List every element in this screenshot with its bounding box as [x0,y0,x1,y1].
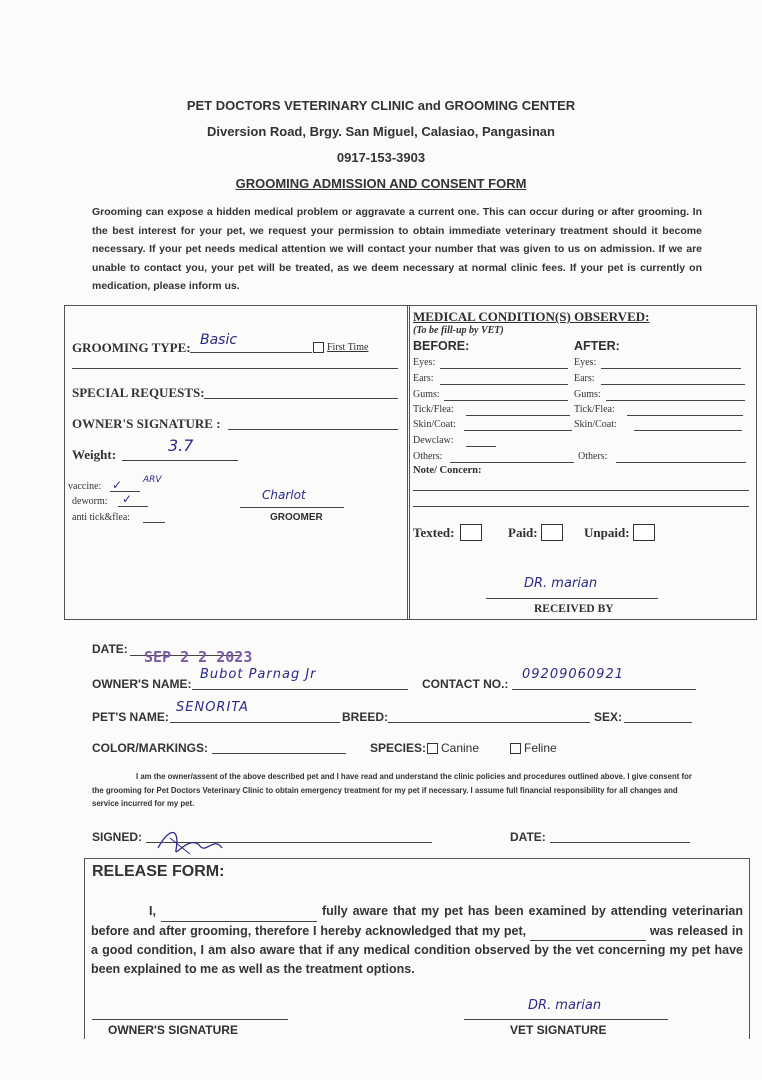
unpaid-checkbox[interactable] [633,524,655,541]
received-signature: DR. marian [524,576,598,591]
signed-label: SIGNED: [92,830,143,844]
owner-signature-scribble [150,818,230,862]
species-label: SPECIES: [370,741,427,755]
vaccine-note: ARV [143,475,162,485]
before-label: BEFORE: [413,339,470,353]
date-label: DATE: [92,642,128,656]
after-others: Others: [578,451,608,462]
owner-name-value[interactable]: Bubot Parnag Jr [200,667,317,682]
feline-label: Feline [524,741,557,755]
medical-title: MEDICAL CONDITION(S) OBSERVED: [413,309,650,324]
before-others: Others: [413,451,443,462]
texted-label: Texted: [413,525,455,540]
contact-label: CONTACT NO.: [422,677,509,691]
release-text [91,902,743,978]
release-text-part2: fully aware that my pet has been examined by attending veterinarian before and after grooming, therefore I hereby acknowledged that my pet, [91,904,744,938]
groomer-label: GROOMER [270,512,323,523]
before-tickflea: Tick/Flea: [413,404,454,415]
consent-text: I am the owner/assent of the above described pet and I have read and understand the clinic policies and procedures outlined above. I give consent for the grooming for Pet Doctors Veterinary Clinic to obtain emergency treatment for my pet if necessary. I assume full financial responsibility for all changes and service incurred for my pet. [92,772,692,808]
special-requests-label: SPECIAL REQUESTS: [72,385,205,400]
clinic-address: Diversion Road, Brgy. San Miguel, Calasiao, Pangasinan [207,124,555,139]
vet-signature-label: VET SIGNATURE [510,1023,607,1037]
release-title: RELEASE FORM: [92,863,225,880]
pet-name-label: PET'S NAME: [92,710,169,724]
canine-checkbox-icon [427,743,438,754]
after-label: AFTER: [574,339,620,353]
antitick-label: anti tick&flea: [72,512,131,523]
grooming-type-label: GROOMING TYPE: [72,340,191,355]
species-feline-option[interactable] [510,741,557,755]
breed-label: BREED: [342,710,389,724]
before-ears: Ears: [413,373,434,384]
before-gums: Gums: [413,389,440,400]
before-skincoat: Skin/Coat: [413,419,456,430]
after-ears: Ears: [574,373,595,384]
form-title: GROOMING ADMISSION AND CONSENT FORM [235,176,527,191]
grooming-type-value[interactable]: Basic [200,332,238,348]
note-label: Note/ Concern: [413,465,482,476]
first-time-label: First Time [327,342,369,353]
received-by-label: RECEIVED BY [534,603,614,615]
owner-name-label: OWNER'S NAME: [92,677,192,691]
weight-label: Weight: [72,447,117,462]
medical-subtitle: (To be fill-up by VET) [413,325,504,336]
after-skincoat: Skin/Coat: [574,419,617,430]
paid-label: Paid: [508,525,538,540]
clinic-phone: 0917-153-3903 [336,150,426,165]
color-label: COLOR/MARKINGS: [92,741,208,755]
paid-checkbox[interactable] [541,524,563,541]
date-stamp: SEP 2 2 2023 [144,648,253,666]
groomer-signature: Charlot [262,488,306,502]
owner-signature-label: OWNER'S SIGNATURE : [72,416,221,431]
deworm-label: deworm: [72,496,108,507]
release-pet-blank[interactable] [530,922,646,942]
intro-text: Grooming can expose a hidden medical problem or aggravate a current one. This can occur during or after grooming. In the best interest for your pet, we request your permission to obtain immediate veterinary treatment should it become necessary. If your pet needs medical attention we will contact your number that was given to us on admission. If we are unable to contact you, your pet will be treated, as we deem necessary at normal clinic fees. If your pet is currently on medication, please inform us. [92,206,702,292]
release-owner-blank[interactable] [161,902,317,922]
canine-label: Canine [441,741,480,755]
sex-label: SEX: [594,710,623,724]
vet-signature-value: DR. marian [528,998,602,1013]
deworm-check-icon: ✓ [122,492,133,506]
unpaid-label: Unpaid: [584,525,630,540]
pet-name-value[interactable]: SENORITA [176,700,249,715]
texted-checkbox[interactable] [460,524,482,541]
weight-value[interactable]: 3.7 [168,436,194,455]
clinic-name: PET DOCTORS VETERINARY CLINIC and GROOMING CENTER [186,98,576,113]
after-eyes: Eyes: [574,357,597,368]
species-canine-option[interactable] [427,741,479,755]
after-tickflea: Tick/Flea: [574,404,615,415]
date2-label: DATE: [510,830,546,844]
after-gums: Gums: [574,389,601,400]
vaccine-label: vaccine: [68,481,102,492]
checkbox-icon [313,342,324,353]
vaccine-check-icon: ✓ [112,478,123,492]
first-time-checkbox[interactable] [313,342,368,353]
contact-value[interactable]: 09209060921 [522,667,624,682]
release-text-part3: was released in a good condition, I am also aware that if any medical condition observed by the vet concerning my pet have been explained to me as well as the treatment options. [91,923,743,976]
release-text-part1: I, [149,904,161,918]
feline-checkbox-icon [510,743,521,754]
before-eyes: Eyes: [413,357,436,368]
owner-signature-label-bottom: OWNER'S SIGNATURE [108,1023,238,1037]
before-dewclaw: Dewclaw: [413,435,454,446]
